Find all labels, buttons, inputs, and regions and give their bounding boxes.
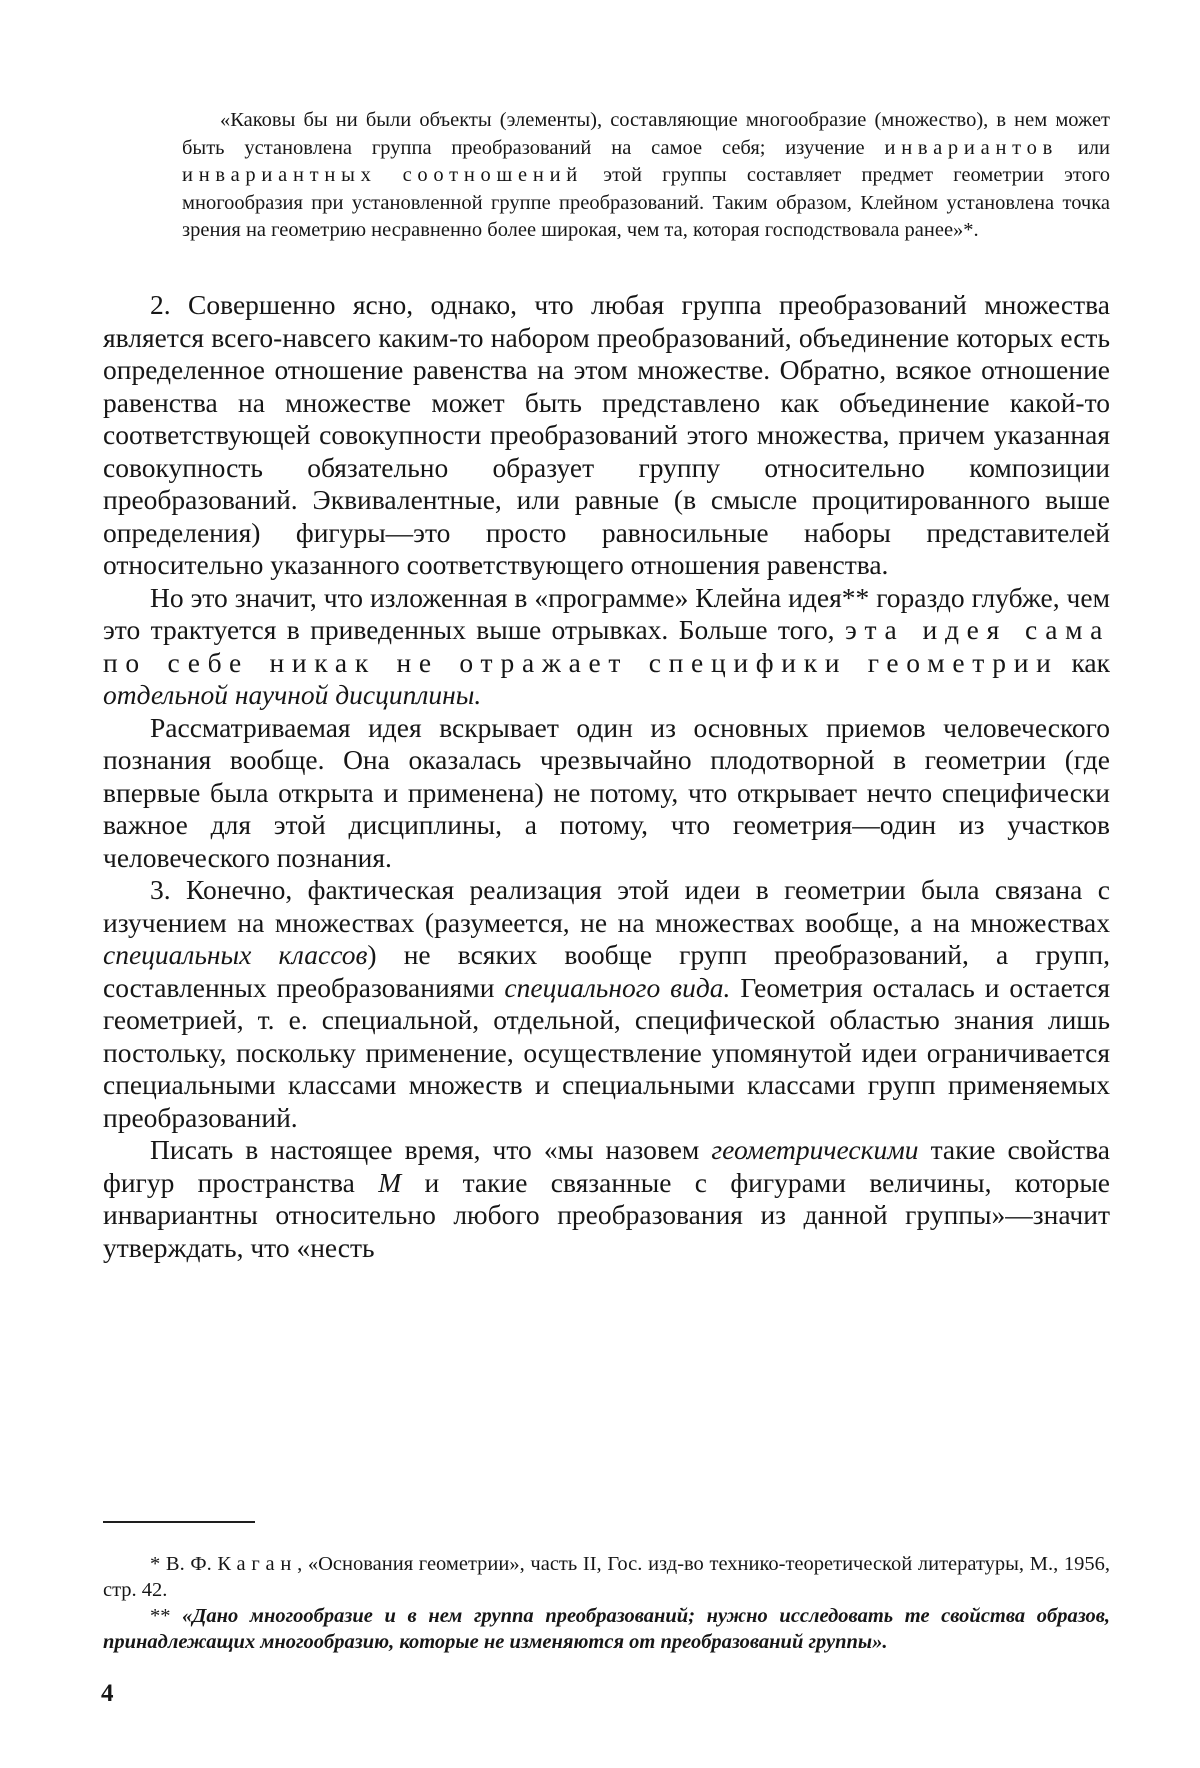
quote-text: «Каковы бы ни были объекты (элементы), составляющие многообразие (множество), в нем может быть установлена группа преобразований на самое себя; изучение	[182, 109, 1110, 159]
italic-emphasis: специальных классов	[103, 939, 368, 970]
paragraph-text: такие свойства фигур пространства	[103, 1134, 1110, 1198]
footnote-marker: **	[150, 1605, 183, 1627]
paragraph	[103, 582, 1110, 712]
footnote-quote: «Дано многообразие и в нем группа преобразований; нужно исследовать те свойства образов, принадлежащих многообразию, которые не изменяются от преобразований группы».	[103, 1605, 1111, 1653]
spaced-emphasis: эта идея сама по себе никак не отражает специфики геометрии	[103, 614, 1110, 678]
block-quote	[182, 107, 1110, 245]
paragraph-text: Писать в настоящее время, что «мы назовем	[150, 1134, 712, 1165]
footnote	[103, 1551, 1110, 1603]
paragraph-text: Геометрия осталась и остается геометрией, т. е. специальной, отдельной, специфической областью знания лишь постольку, поскольку применение, осуществление упомянутой идеи ограничивается специальными классами множеств и специальными классами групп применяемых преобразований.	[103, 971, 1111, 1133]
paragraph-text: ) не всяких вообще групп преобразований, а групп, составленных преобразованиями	[103, 939, 1110, 1003]
italic-emphasis: геометрическими	[711, 1134, 919, 1165]
paragraph: Рассматриваемая идея вскрывает один из основных приемов человеческого познания вообще. Она оказалась чрезвычайно плодотворной в геометрии (где впервые была открыта и применена) не потому, что открывает нечто специфически важное для этой дисциплины, а потому, что геометрия—один из участков человеческого познания.	[103, 711, 1110, 873]
paragraph-text: как	[1058, 646, 1110, 678]
quote-text: или	[1058, 136, 1111, 159]
paragraph	[103, 1134, 1110, 1264]
page-number: 4	[101, 1680, 114, 1707]
paragraph-text: и такие связанные с фигурами величины, которые инвариантны относительно любого преобразования из данной группы»—значит утверждать, что «несть	[103, 1166, 1110, 1263]
footnote-author: Каган	[217, 1553, 298, 1575]
footnote-text: * В. Ф.	[150, 1553, 218, 1575]
quote-spaced-term: инвариантов	[884, 136, 1058, 159]
footnote-text: , «Основания геометрии», часть II, Гос. изд-во технико-теоретической литературы, М., 1956, стр. 42.	[103, 1553, 1110, 1601]
italic-emphasis: специального вида.	[504, 971, 731, 1003]
paragraph: 2. Совершенно ясно, однако, что любая группа преобразований множества является всего-навсего каким-то набором преобразований, объединение которых есть определенное отношение равенства на этом множестве. Обратно, всякое отношение равенства на множестве может быть представлено как объединение какой-то соответствующей совокупности преобразований этого множества, причем указанная совокупность обязательно образует группу относительно композиции преобразований. Эквивалентные, или равные (в смысле процитированного выше определения) фигуры—это просто равносильные наборы представителей относительно указанного соответствующего отношения равенства.	[103, 289, 1110, 580]
paragraph-text: Но это значит, что изложенная в «программе» Клейна идея** гораздо глубже, чем это трактуется в приведенных выше отрывках. Больше того,	[103, 581, 1110, 645]
italic-emphasis: М	[378, 1166, 402, 1198]
footnote	[103, 1603, 1110, 1655]
main-text	[103, 289, 1110, 1264]
paragraph	[103, 874, 1110, 1134]
quote-text: этой группы составляет предмет геометрии этого многообразия при установленной группе преобразований. Таким образом, Клейном установлена точка зрения на геометрию несравненно более широкая, чем та, которая господствовала ранее»*.	[182, 164, 1111, 241]
footnote-divider	[103, 1521, 255, 1523]
paragraph-text: 3. Конечно, фактическая реализация этой идеи в геометрии была связана с изучением на множествах (разумеется, не на множествах вообще, а на множествах	[103, 874, 1110, 938]
footnotes	[103, 1551, 1110, 1655]
italic-emphasis: отдельной научной дисциплины.	[103, 679, 482, 710]
quote-spaced-term: инвариантных соотношений	[182, 164, 584, 186]
